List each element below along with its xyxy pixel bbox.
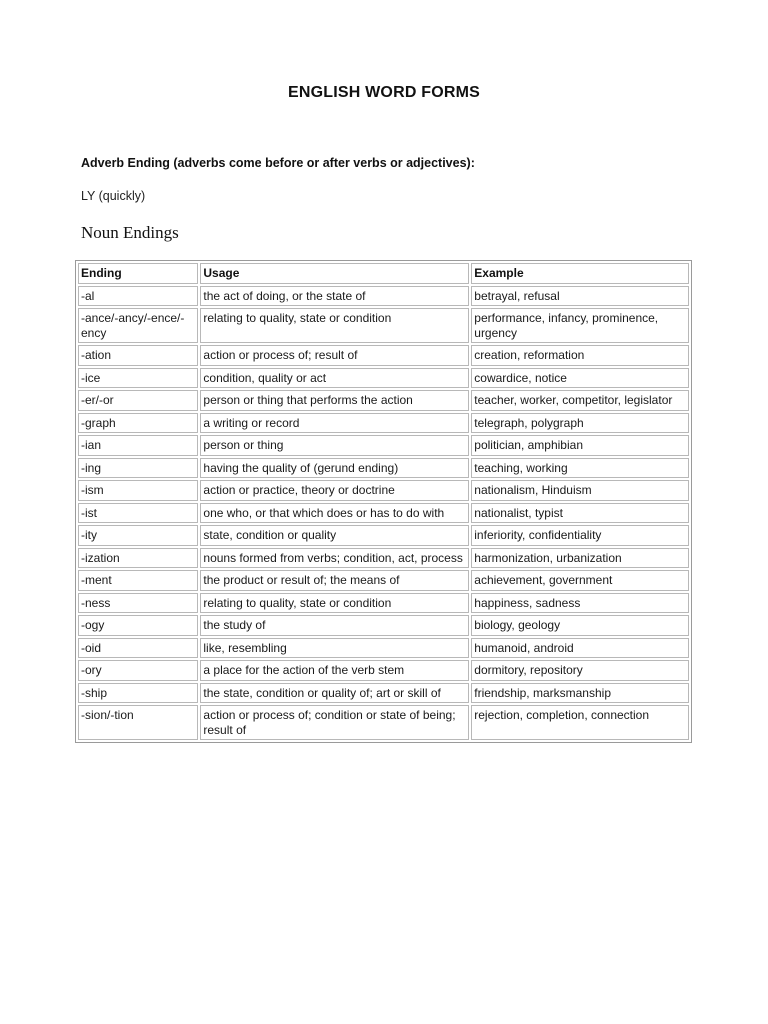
table-row [78,435,689,456]
cell-example: nationalism, Hinduism [471,480,689,501]
cell-ending: -ist [78,503,198,524]
cell-usage: a place for the action of the verb stem [200,660,469,681]
cell-ending: -oid [78,638,198,659]
cell-ending: -ing [78,458,198,479]
table-row [78,480,689,501]
cell-usage: one who, or that which does or has to do with [200,503,469,524]
cell-ending: -ness [78,593,198,614]
page-title: ENGLISH WORD FORMS [287,84,481,101]
cell-example: betrayal, refusal [471,286,689,307]
table-row [78,503,689,524]
table-row [78,525,689,546]
table-row [78,458,689,479]
cell-ending: -sion/-tion [78,705,198,740]
cell-usage: action or practice, theory or doctrine [200,480,469,501]
table-row [78,615,689,636]
cell-usage: action or process of; condition or state of being; result of [200,705,469,740]
table-row [78,413,689,434]
cell-usage: relating to quality, state or condition [200,308,469,343]
cell-usage: the state, condition or quality of; art or skill of [200,683,469,704]
table-row [78,345,689,366]
cell-ending: -ogy [78,615,198,636]
cell-ending: -ment [78,570,198,591]
header-example: Example [471,263,689,284]
cell-ending: -al [78,286,198,307]
cell-example: biology, geology [471,615,689,636]
cell-ending: -ity [78,525,198,546]
cell-usage: person or thing [200,435,469,456]
adverb-example-text: LY (quickly) [81,189,146,203]
adverb-section-heading: Adverb Ending (adverbs come before or after verbs or adjectives): [81,156,475,170]
table-row [78,638,689,659]
table-body [78,286,689,741]
cell-usage: having the quality of (gerund ending) [200,458,469,479]
table-row [78,660,689,681]
cell-usage: state, condition or quality [200,525,469,546]
noun-endings-table-container [75,260,692,743]
cell-example: teaching, working [471,458,689,479]
cell-ending: -ship [78,683,198,704]
cell-example: teacher, worker, competitor, legislator [471,390,689,411]
cell-usage: like, resembling [200,638,469,659]
cell-usage: a writing or record [200,413,469,434]
table-row [78,548,689,569]
cell-example: humanoid, android [471,638,689,659]
cell-ending: -ance/-ancy/-ence/-ency [78,308,198,343]
cell-ending: -er/-or [78,390,198,411]
cell-usage: action or process of; result of [200,345,469,366]
cell-example: achievement, government [471,570,689,591]
cell-usage: person or thing that performs the action [200,390,469,411]
cell-example: dormitory, repository [471,660,689,681]
noun-endings-heading: Noun Endings [81,223,179,242]
table-row [78,308,689,343]
table-row [78,705,689,740]
cell-example: telegraph, polygraph [471,413,689,434]
cell-ending: -ism [78,480,198,501]
cell-example: nationalist, typist [471,503,689,524]
cell-usage: nouns formed from verbs; condition, act, process [200,548,469,569]
table-row [78,286,689,307]
cell-example: cowardice, notice [471,368,689,389]
cell-ending: -ization [78,548,198,569]
header-ending: Ending [78,263,198,284]
cell-example: inferiority, confidentiality [471,525,689,546]
cell-usage: the act of doing, or the state of [200,286,469,307]
cell-example: happiness, sadness [471,593,689,614]
table-row [78,368,689,389]
table-row [78,683,689,704]
cell-ending: -graph [78,413,198,434]
header-usage: Usage [200,263,469,284]
cell-usage: the study of [200,615,469,636]
cell-example: friendship, marksmanship [471,683,689,704]
table-row [78,390,689,411]
noun-endings-table [75,260,692,743]
cell-ending: -ice [78,368,198,389]
cell-usage: the product or result of; the means of [200,570,469,591]
cell-example: rejection, completion, connection [471,705,689,740]
cell-example: performance, infancy, prominence, urgency [471,308,689,343]
table-header-row [78,263,689,284]
cell-ending: -ory [78,660,198,681]
cell-usage: relating to quality, state or condition [200,593,469,614]
cell-ending: -ation [78,345,198,366]
cell-example: harmonization, urbanization [471,548,689,569]
cell-usage: condition, quality or act [200,368,469,389]
table-row [78,593,689,614]
cell-example: politician, amphibian [471,435,689,456]
cell-example: creation, reformation [471,345,689,366]
table-row [78,570,689,591]
cell-ending: -ian [78,435,198,456]
